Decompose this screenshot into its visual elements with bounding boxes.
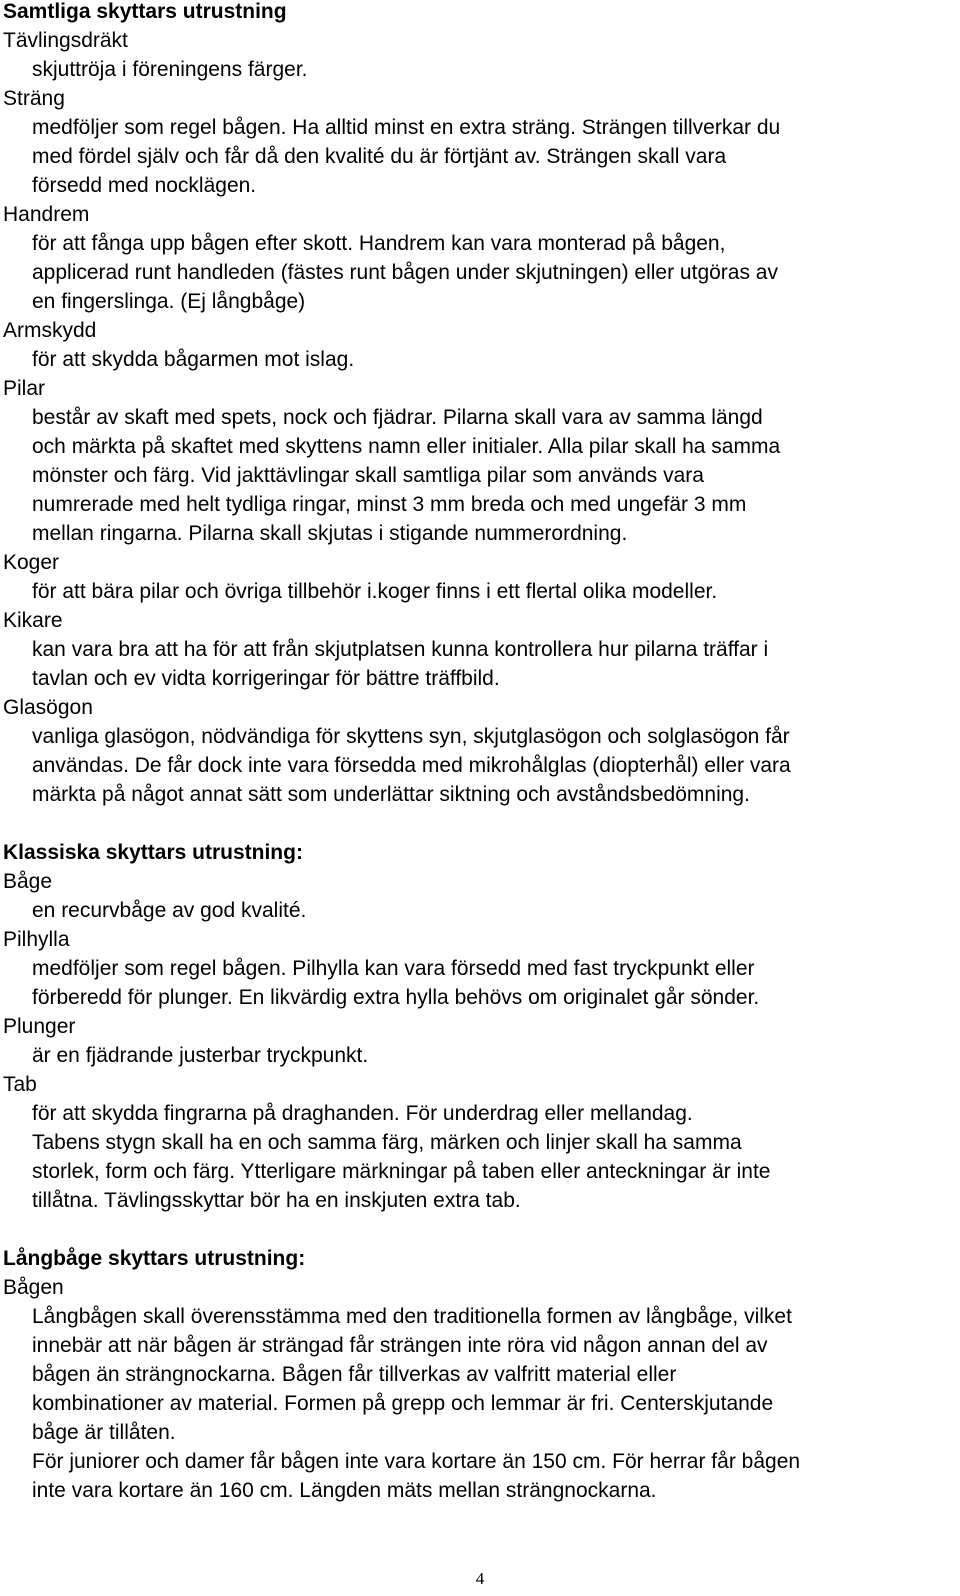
equipment-description-line: tillåtna. Tävlingsskyttar bör ha en inskjuten extra tab. [32, 1189, 521, 1212]
equipment-description-line: Långbågen skall överensstämma med den traditionella formen av långbåge, vilket [32, 1305, 792, 1328]
equipment-description-line: numrerade med helt tydliga ringar, minst 3 mm breda och med ungefär 3 mm [32, 493, 747, 516]
equipment-term: Bågen [3, 1276, 64, 1299]
equipment-description-line: användas. De får dock inte vara försedda med mikrohålglas (diopterhål) eller vara [32, 754, 791, 777]
equipment-description-line: båge är tillåten. [32, 1421, 176, 1444]
equipment-description-line: tavlan och ev vidta korrigeringar för bättre träffbild. [32, 667, 500, 690]
equipment-description-line: storlek, form och färg. Ytterligare märkningar på taben eller anteckningar är inte [32, 1160, 771, 1183]
equipment-term: Tab [3, 1073, 37, 1096]
equipment-description-line: För juniorer och damer får bågen inte vara kortare än 150 cm. För herrar får bågen [32, 1450, 801, 1473]
equipment-description-line: skjuttröja i föreningens färger. [32, 58, 308, 81]
equipment-term: Plunger [3, 1015, 76, 1038]
section [3, 838, 955, 1215]
section-heading: Långbåge skyttars utrustning: [3, 1247, 306, 1270]
equipment-description-line: innebär att när bågen är strängad får strängen inte röra vid någon annan del av [32, 1334, 768, 1357]
equipment-description-line: Tabens stygn skall ha en och samma färg, märken och linjer skall ha samma [32, 1131, 742, 1154]
equipment-term: Pilhylla [3, 928, 70, 951]
equipment-description-line: en fingerslinga. (Ej långbåge) [32, 290, 306, 313]
equipment-term: Sträng [3, 87, 65, 110]
equipment-description-line: en recurvbåge av god kvalité. [32, 899, 307, 922]
equipment-description-line: är en fjädrande justerbar tryckpunkt. [32, 1044, 369, 1067]
equipment-description-line: vanliga glasögon, nödvändiga för skyttens syn, skjutglasögon och solglasögon får [32, 725, 790, 748]
equipment-description-line: och märkta på skaftet med skyttens namn eller initialer. Alla pilar skall ha samma [32, 435, 781, 458]
section-heading: Klassiska skyttars utrustning: [3, 841, 303, 864]
equipment-description-line: för att fånga upp bågen efter skott. Handrem kan vara monterad på bågen, [32, 232, 726, 255]
equipment-term: Glasögon [3, 696, 93, 719]
equipment-description-line: mellan ringarna. Pilarna skall skjutas i stigande nummerordning. [32, 522, 628, 545]
equipment-description-line: medföljer som regel bågen. Ha alltid minst en extra sträng. Strängen tillverkar du [32, 116, 781, 139]
equipment-term: Handrem [3, 203, 90, 226]
equipment-description-line: kan vara bra att ha för att från skjutplatsen kunna kontrollera hur pilarna träffar i [32, 638, 769, 661]
section [3, 1244, 955, 1505]
page-number: 4 [475, 1569, 485, 1588]
equipment-description-line: applicerad runt handleden (fästes runt bågen under skjutningen) eller utgöras av [32, 261, 778, 284]
equipment-description-line: märkta på något annat sätt som underlättar siktning och avståndsbedömning. [32, 783, 750, 806]
equipment-description-line: medföljer som regel bågen. Pilhylla kan vara försedd med fast tryckpunkt eller [32, 957, 755, 980]
equipment-description-line: för att skydda fingrarna på draghanden. För underdrag eller mellandag. [32, 1102, 693, 1125]
equipment-term: Pilar [3, 377, 46, 400]
equipment-description-line: bågen än strängnockarna. Bågen får tillverkas av valfritt material eller [32, 1363, 677, 1386]
equipment-term: Koger [3, 551, 60, 574]
equipment-description-line: mönster och färg. Vid jakttävlingar skall samtliga pilar som används vara [32, 464, 704, 487]
equipment-description-line: består av skaft med spets, nock och fjädrar. Pilarna skall vara av samma längd [32, 406, 763, 429]
equipment-description-line: inte vara kortare än 160 cm. Längden mäts mellan strängnockarna. [32, 1479, 657, 1502]
equipment-description-line: med fördel själv och får då den kvalité du är förtjänt av. Strängen skall vara [32, 145, 727, 168]
equipment-description-line: kombinationer av material. Formen på grepp och lemmar är fri. Centerskjutande [32, 1392, 774, 1415]
equipment-description-line: för att skydda bågarmen mot islag. [32, 348, 355, 371]
document-page [3, 0, 955, 1505]
equipment-description-line: för att bära pilar och övriga tillbehör i.koger finns i ett flertal olika modeller. [32, 580, 718, 603]
equipment-term: Båge [3, 870, 53, 893]
section [3, 0, 955, 809]
section-heading: Samtliga skyttars utrustning [3, 0, 287, 23]
equipment-term: Tävlingsdräkt [3, 29, 128, 52]
equipment-description-line: försedd med nocklägen. [32, 174, 257, 197]
equipment-description-line: förberedd för plunger. En likvärdig extra hylla behövs om originalet går sönder. [32, 986, 760, 1009]
equipment-term: Armskydd [3, 319, 97, 342]
equipment-term: Kikare [3, 609, 63, 632]
